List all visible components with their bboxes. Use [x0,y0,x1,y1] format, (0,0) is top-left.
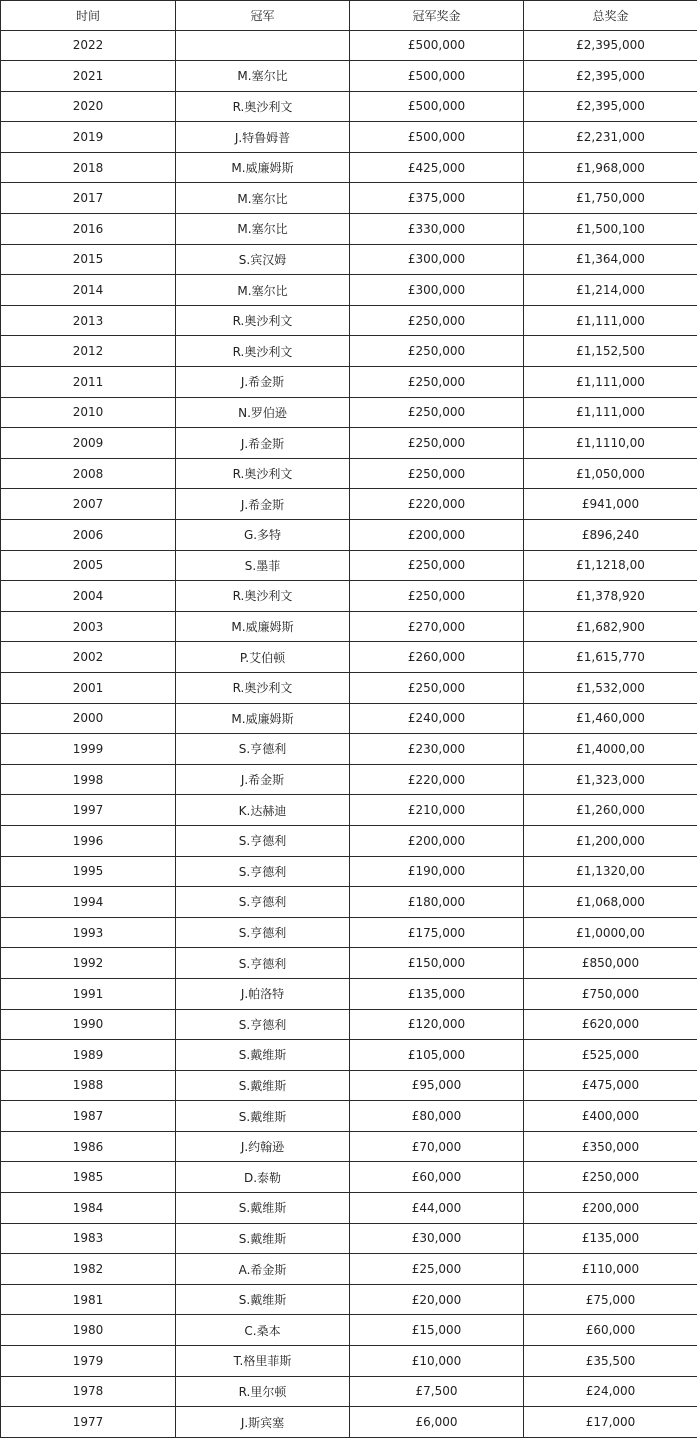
cell-year: 1979 [1,1346,176,1377]
table-row [1,1346,697,1377]
table-row [1,1101,697,1132]
table-row [1,1254,697,1285]
cell-champion: S.戴维斯 [176,1284,350,1315]
cell-total-prize: £2,231,000 [524,122,697,153]
cell-champion-prize: £7,500 [350,1376,524,1407]
table-header [1,1,697,31]
cell-champion-prize: £260,000 [350,642,524,673]
cell-year: 1987 [1,1101,176,1132]
cell-total-prize: £1,532,000 [524,672,697,703]
table-row [1,244,697,275]
table-row [1,948,697,979]
table-row [1,1070,697,1101]
table-row [1,887,697,918]
cell-year: 2016 [1,214,176,245]
cell-champion-prize: £240,000 [350,703,524,734]
cell-champion-prize: £250,000 [350,305,524,336]
cell-year: 2020 [1,91,176,122]
cell-champion-prize: £6,000 [350,1407,524,1438]
cell-total-prize: £75,000 [524,1284,697,1315]
cell-total-prize: £1,1320,00 [524,856,697,887]
cell-total-prize: £2,395,000 [524,91,697,122]
cell-year: 1996 [1,825,176,856]
table-row [1,550,697,581]
cell-champion: J.希金斯 [176,764,350,795]
cell-year: 1991 [1,978,176,1009]
header-champion-prize: 冠军奖金 [350,1,524,31]
cell-year: 1988 [1,1070,176,1101]
table-row [1,1376,697,1407]
cell-champion: M.塞尔比 [176,61,350,92]
table-row [1,458,697,489]
table-row [1,336,697,367]
cell-total-prize: £1,111,000 [524,397,697,428]
cell-champion: M.威廉姆斯 [176,611,350,642]
cell-year: 2007 [1,489,176,520]
cell-year: 2001 [1,672,176,703]
cell-total-prize: £60,000 [524,1315,697,1346]
cell-champion-prize: £135,000 [350,978,524,1009]
cell-champion: S.戴维斯 [176,1040,350,1071]
cell-champion-prize: £250,000 [350,672,524,703]
cell-champion-prize: £425,000 [350,152,524,183]
table-row [1,825,697,856]
cell-total-prize: £1,4000,00 [524,734,697,765]
cell-champion: M.塞尔比 [176,275,350,306]
cell-champion-prize: £105,000 [350,1040,524,1071]
table-row [1,917,697,948]
cell-total-prize: £35,500 [524,1346,697,1377]
cell-total-prize: £400,000 [524,1101,697,1132]
cell-champion-prize: £250,000 [350,397,524,428]
cell-champion-prize: £180,000 [350,887,524,918]
cell-year: 2000 [1,703,176,734]
cell-total-prize: £17,000 [524,1407,697,1438]
cell-champion: J.希金斯 [176,367,350,398]
cell-year: 2012 [1,336,176,367]
cell-champion: R.奥沙利文 [176,581,350,612]
cell-champion-prize: £250,000 [350,336,524,367]
cell-year: 1985 [1,1162,176,1193]
table-body [1,30,697,1437]
cell-champion: S.墨菲 [176,550,350,581]
cell-year: 2010 [1,397,176,428]
cell-champion: J.斯宾塞 [176,1407,350,1438]
table-row [1,1284,697,1315]
table-row [1,611,697,642]
table-row [1,1162,697,1193]
table-row [1,61,697,92]
cell-total-prize: £620,000 [524,1009,697,1040]
cell-champion: S.亨德利 [176,887,350,918]
table-row [1,1193,697,1224]
cell-year: 1984 [1,1193,176,1224]
cell-year: 2019 [1,122,176,153]
cell-year: 2014 [1,275,176,306]
cell-year: 2021 [1,61,176,92]
table-row [1,489,697,520]
cell-year: 1998 [1,764,176,795]
cell-champion-prize: £210,000 [350,795,524,826]
cell-champion-prize: £20,000 [350,1284,524,1315]
cell-total-prize: £1,260,000 [524,795,697,826]
table-row [1,122,697,153]
table-row [1,1131,697,1162]
cell-champion-prize: £95,000 [350,1070,524,1101]
cell-champion: R.奥沙利文 [176,458,350,489]
cell-year: 1993 [1,917,176,948]
cell-total-prize: £1,111,000 [524,367,697,398]
cell-champion-prize: £375,000 [350,183,524,214]
header-champion: 冠军 [176,1,350,31]
cell-champion: M.塞尔比 [176,183,350,214]
cell-champion-prize: £25,000 [350,1254,524,1285]
table-row [1,581,697,612]
header-year: 时间 [1,1,176,31]
cell-year: 2017 [1,183,176,214]
table-row [1,152,697,183]
table-row [1,30,697,61]
cell-total-prize: £750,000 [524,978,697,1009]
header-total-prize: 总奖金 [524,1,697,31]
cell-champion-prize: £300,000 [350,244,524,275]
cell-total-prize: £941,000 [524,489,697,520]
cell-champion: S.戴维斯 [176,1101,350,1132]
cell-champion-prize: £200,000 [350,825,524,856]
cell-year: 1986 [1,1131,176,1162]
cell-champion: A.希金斯 [176,1254,350,1285]
cell-total-prize: £1,214,000 [524,275,697,306]
table-row [1,1009,697,1040]
cell-total-prize: £1,615,770 [524,642,697,673]
cell-champion: S.亨德利 [176,825,350,856]
cell-total-prize: £110,000 [524,1254,697,1285]
table-row [1,672,697,703]
cell-champion: K.达赫迪 [176,795,350,826]
cell-total-prize: £1,0000,00 [524,917,697,948]
cell-champion: S.亨德利 [176,734,350,765]
cell-champion: R.奥沙利文 [176,672,350,703]
cell-champion-prize: £190,000 [350,856,524,887]
cell-champion-prize: £44,000 [350,1193,524,1224]
cell-champion: G.多特 [176,520,350,551]
table-row [1,764,697,795]
cell-total-prize: £525,000 [524,1040,697,1071]
cell-total-prize: £2,395,000 [524,30,697,61]
table-row [1,428,697,459]
cell-total-prize: £1,1110,00 [524,428,697,459]
cell-champion: T.格里菲斯 [176,1346,350,1377]
cell-year: 1992 [1,948,176,979]
cell-year: 2002 [1,642,176,673]
cell-total-prize: £1,364,000 [524,244,697,275]
cell-year: 1983 [1,1223,176,1254]
cell-champion-prize: £500,000 [350,122,524,153]
cell-champion-prize: £250,000 [350,428,524,459]
cell-champion-prize: £220,000 [350,764,524,795]
cell-total-prize: £1,050,000 [524,458,697,489]
cell-year: 2005 [1,550,176,581]
cell-champion: R.里尔顿 [176,1376,350,1407]
cell-year: 2011 [1,367,176,398]
cell-champion-prize: £250,000 [350,458,524,489]
cell-champion-prize: £120,000 [350,1009,524,1040]
cell-year: 1999 [1,734,176,765]
cell-year: 1977 [1,1407,176,1438]
cell-champion-prize: £230,000 [350,734,524,765]
cell-champion: J.希金斯 [176,428,350,459]
cell-champion: M.塞尔比 [176,214,350,245]
cell-champion-prize: £10,000 [350,1346,524,1377]
table-row [1,367,697,398]
cell-champion-prize: £500,000 [350,61,524,92]
cell-total-prize: £1,068,000 [524,887,697,918]
cell-total-prize: £1,378,920 [524,581,697,612]
cell-champion: D.泰勒 [176,1162,350,1193]
table-row [1,214,697,245]
cell-champion: N.罗伯逊 [176,397,350,428]
table-row [1,978,697,1009]
cell-champion: S.戴维斯 [176,1193,350,1224]
cell-year: 1980 [1,1315,176,1346]
table-row [1,183,697,214]
cell-total-prize: £1,323,000 [524,764,697,795]
cell-champion: M.威廉姆斯 [176,152,350,183]
table-row [1,856,697,887]
cell-champion-prize: £30,000 [350,1223,524,1254]
cell-champion-prize: £500,000 [350,30,524,61]
cell-total-prize: £1,460,000 [524,703,697,734]
cell-year: 2008 [1,458,176,489]
cell-champion-prize: £250,000 [350,581,524,612]
cell-year: 2015 [1,244,176,275]
cell-champion-prize: £200,000 [350,520,524,551]
cell-total-prize: £1,111,000 [524,305,697,336]
cell-champion: R.奥沙利文 [176,305,350,336]
cell-year: 1989 [1,1040,176,1071]
cell-champion-prize: £220,000 [350,489,524,520]
cell-champion: R.奥沙利文 [176,91,350,122]
cell-year: 1982 [1,1254,176,1285]
cell-champion-prize: £70,000 [350,1131,524,1162]
table-row [1,1040,697,1071]
cell-total-prize: £1,200,000 [524,825,697,856]
table-row [1,275,697,306]
header-row [1,1,697,31]
cell-champion-prize: £175,000 [350,917,524,948]
cell-total-prize: £1,968,000 [524,152,697,183]
cell-champion: R.奥沙利文 [176,336,350,367]
cell-champion: J.希金斯 [176,489,350,520]
cell-year: 1990 [1,1009,176,1040]
cell-champion-prize: £500,000 [350,91,524,122]
cell-year: 2006 [1,520,176,551]
cell-total-prize: £200,000 [524,1193,697,1224]
cell-champion-prize: £270,000 [350,611,524,642]
cell-year: 2009 [1,428,176,459]
cell-champion: J.特鲁姆普 [176,122,350,153]
cell-year: 2003 [1,611,176,642]
cell-champion: S.宾汉姆 [176,244,350,275]
cell-champion: P.艾伯顿 [176,642,350,673]
cell-champion: J.帕洛特 [176,978,350,1009]
cell-year: 2022 [1,30,176,61]
cell-champion: S.戴维斯 [176,1223,350,1254]
table-row [1,520,697,551]
cell-year: 2018 [1,152,176,183]
cell-champion: S.亨德利 [176,917,350,948]
cell-total-prize: £1,682,900 [524,611,697,642]
cell-total-prize: £24,000 [524,1376,697,1407]
table-row [1,397,697,428]
cell-champion-prize: £150,000 [350,948,524,979]
cell-champion [176,30,350,61]
table-row [1,1223,697,1254]
cell-champion: M.威廉姆斯 [176,703,350,734]
table-row [1,795,697,826]
cell-champion-prize: £300,000 [350,275,524,306]
cell-total-prize: £1,750,000 [524,183,697,214]
cell-total-prize: £2,395,000 [524,61,697,92]
cell-champion: S.戴维斯 [176,1070,350,1101]
table-row [1,642,697,673]
cell-champion: S.亨德利 [176,856,350,887]
cell-champion-prize: £15,000 [350,1315,524,1346]
cell-champion-prize: £250,000 [350,367,524,398]
table-row [1,734,697,765]
cell-champion-prize: £330,000 [350,214,524,245]
table-row [1,1407,697,1438]
cell-total-prize: £1,1218,00 [524,550,697,581]
table-row [1,703,697,734]
cell-total-prize: £1,152,500 [524,336,697,367]
cell-year: 1981 [1,1284,176,1315]
cell-total-prize: £475,000 [524,1070,697,1101]
cell-total-prize: £250,000 [524,1162,697,1193]
cell-year: 1994 [1,887,176,918]
cell-champion: J.约翰逊 [176,1131,350,1162]
cell-year: 2004 [1,581,176,612]
cell-total-prize: £1,500,100 [524,214,697,245]
cell-total-prize: £850,000 [524,948,697,979]
table-row [1,1315,697,1346]
cell-champion-prize: £250,000 [350,550,524,581]
cell-total-prize: £350,000 [524,1131,697,1162]
cell-year: 1978 [1,1376,176,1407]
cell-champion: C.桑本 [176,1315,350,1346]
cell-total-prize: £896,240 [524,520,697,551]
cell-total-prize: £135,000 [524,1223,697,1254]
cell-champion-prize: £80,000 [350,1101,524,1132]
table-row [1,305,697,336]
table-row [1,91,697,122]
cell-champion-prize: £60,000 [350,1162,524,1193]
cell-year: 2013 [1,305,176,336]
cell-year: 1997 [1,795,176,826]
cell-year: 1995 [1,856,176,887]
cell-champion: S.亨德利 [176,1009,350,1040]
cell-champion: S.亨德利 [176,948,350,979]
